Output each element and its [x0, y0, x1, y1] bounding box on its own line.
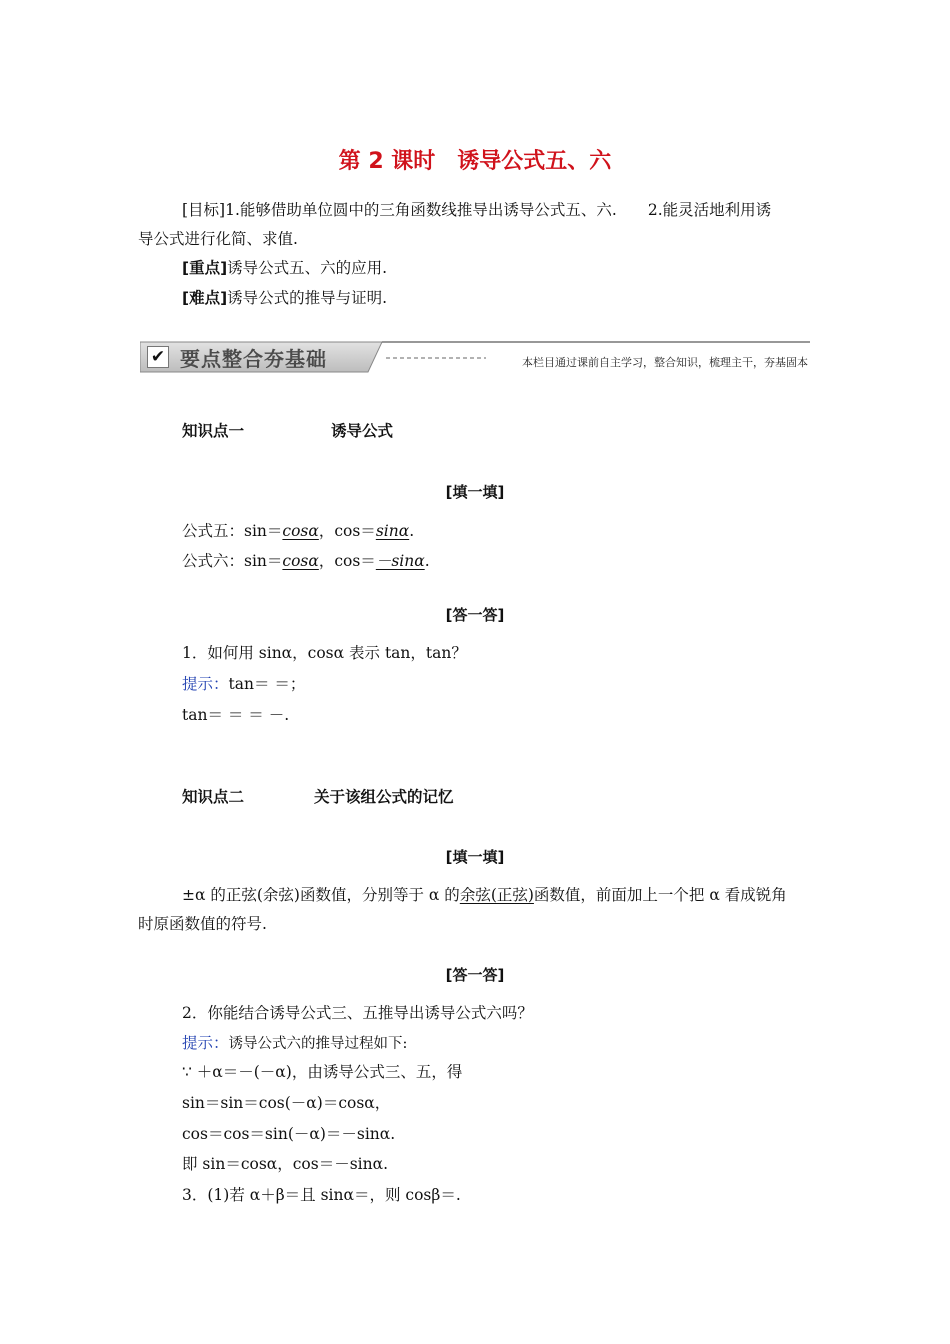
question-3: 3．(1)若 α＋β＝且 sinα＝，则 cosβ＝. — [182, 1186, 461, 1204]
banner-title: 要点整合夯基础 — [180, 347, 327, 371]
check-icon: ✔ — [147, 346, 169, 368]
objective-line-1 — [182, 199, 771, 221]
section1-heading: 知识点一 — [182, 422, 245, 440]
formula-five — [182, 520, 414, 542]
formula-six-mid: ，cos＝ — [318, 552, 376, 570]
derivation-line-1: ∵ ＋α＝－(－α)，由诱导公式三、五，得 — [182, 1063, 463, 1081]
banner-note: 本栏目通过课前自主学习，整合知识，梳理主干，夯基固本 — [522, 356, 808, 369]
section2-fill-label: [填一填] — [445, 848, 505, 866]
formula-five-answer-1: cosα — [282, 522, 319, 540]
formula-six-answer-1: cosα — [282, 552, 319, 570]
hint-1-text: tan＝ ＝； — [228, 675, 306, 693]
difficulty-line — [182, 287, 387, 309]
key-tag: [重点] — [182, 259, 228, 277]
difficulty-tag: [难点] — [182, 289, 228, 307]
formula-five-prefix: 公式五：sin＝ — [182, 522, 283, 540]
target-text: 1.能够借助单位圆中的三角函数线推导出诱导公式五、六. 2.能灵活地利用诱 — [225, 201, 772, 219]
target-tag: [目标] — [182, 201, 226, 219]
question-1: 1．如何用 sinα，cosα 表示 tan，tan？ — [182, 644, 467, 662]
page-title: 第 2 课时 诱导公式五、六 — [338, 149, 612, 174]
hint-1-line — [182, 673, 305, 695]
objective-line-2: 导公式进行化简、求值. — [138, 230, 298, 248]
section2-answer-label: [答一答] — [445, 966, 505, 984]
section1-topic: 诱导公式 — [331, 422, 394, 440]
memo-line-2: 时原函数值的符号. — [138, 915, 267, 933]
formula-five-answer-2: sinα — [375, 522, 410, 540]
derivation-line-4: 即 sin＝cosα，cos＝－sinα. — [182, 1155, 389, 1173]
memo-answer: 余弦(正弦) — [459, 886, 534, 904]
formula-five-end: . — [409, 522, 415, 540]
hint-label-2: 提示： — [182, 1034, 229, 1052]
memo-line-1 — [182, 884, 787, 906]
key-point-line — [182, 257, 387, 279]
formula-six-answer-2: －sinα — [375, 552, 425, 570]
hint-label: 提示： — [182, 675, 229, 693]
hint-line — [182, 1032, 407, 1055]
memo-suffix: 函数值，前面加上一个把 α 看成锐角 — [533, 886, 787, 904]
section2-topic: 关于该组公式的记忆 — [314, 788, 454, 806]
memo-prefix: ±α 的正弦(余弦)函数值，分别等于 α 的 — [182, 886, 460, 904]
derivation-line-3: cos＝cos＝sin(－α)＝－sinα. — [182, 1125, 396, 1143]
section1-fill-label: [填一填] — [445, 483, 505, 501]
formula-six — [182, 550, 430, 572]
derivation-line-2: sin＝sin＝cos(－α)＝cosα， — [182, 1094, 391, 1112]
formula-six-end: . — [424, 552, 430, 570]
question-2: 2．你能结合诱导公式三、五推导出诱导公式六吗？ — [182, 1004, 533, 1022]
formula-five-mid: ，cos＝ — [318, 522, 376, 540]
formula-six-prefix: 公式六：sin＝ — [182, 552, 283, 570]
hint-2-line: tan＝ ＝ ＝ －. — [182, 706, 290, 724]
section1-answer-label: [答一答] — [445, 606, 505, 624]
key-text: 诱导公式五、六的应用. — [227, 259, 388, 277]
hint-text: 诱导公式六的推导过程如下: — [228, 1036, 408, 1052]
difficulty-text: 诱导公式的推导与证明. — [227, 289, 388, 307]
section-banner — [140, 340, 810, 374]
section2-heading: 知识点二 — [182, 788, 245, 806]
